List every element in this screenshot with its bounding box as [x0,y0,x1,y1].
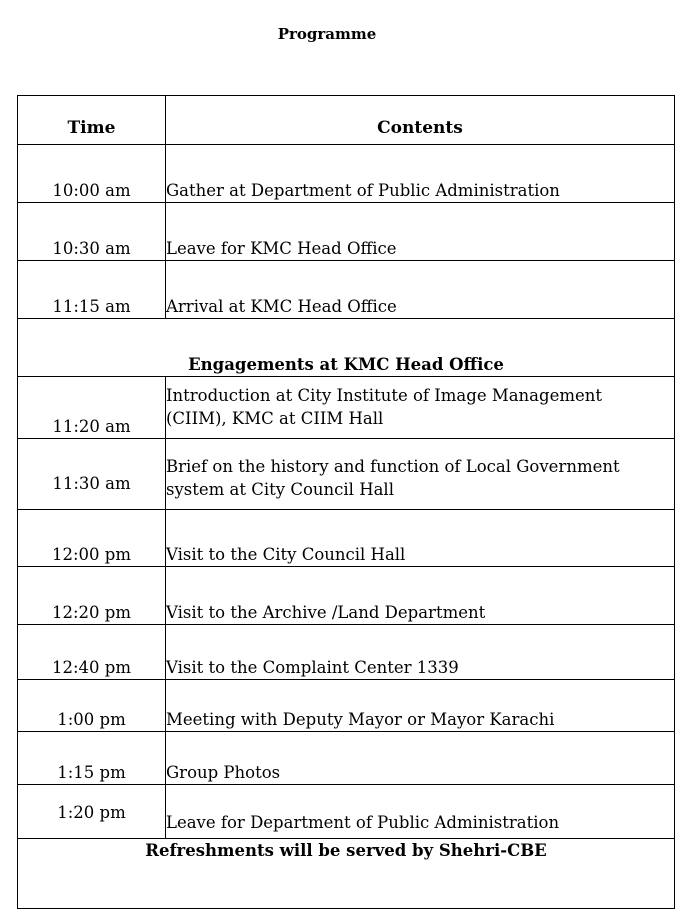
content-cell: Leave for Department of Public Administration [166,785,675,839]
time-cell: 1:20 pm [18,785,166,839]
section-heading: Engagements at KMC Head Office [18,319,675,377]
content-cell: Introduction at City Institute of Image Management (CIIM), KMC at CIIM Hall [166,377,675,439]
time-cell: 11:20 am [18,377,166,439]
content-cell: Visit to the City Council Hall [166,510,675,567]
content-cell: Gather at Department of Public Administration [166,145,675,203]
content-cell: Arrival at KMC Head Office [166,261,675,319]
content-cell: Meeting with Deputy Mayor or Mayor Karachi [166,680,675,732]
time-cell: 12:20 pm [18,567,166,625]
table-row [18,785,675,839]
contents-column-header: Contents [166,96,675,145]
content-cell: Group Photos [166,732,675,785]
table-row [18,625,675,680]
table-row [18,680,675,732]
page-title: Programme [277,25,377,43]
programme-table [17,95,675,909]
time-column-header: Time [18,96,166,145]
time-cell: 10:30 am [18,203,166,261]
table-row [18,510,675,567]
footer-row [18,839,675,909]
time-cell: 12:40 pm [18,625,166,680]
refreshments-note: Refreshments will be served by Shehri-CBE [18,839,675,909]
time-cell: 11:30 am [18,439,166,510]
table-header-row [18,96,675,145]
table-row [18,203,675,261]
time-cell: 1:00 pm [18,680,166,732]
table-row [18,567,675,625]
time-cell: 12:00 pm [18,510,166,567]
table-row [18,145,675,203]
time-cell: 10:00 am [18,145,166,203]
table-row [18,732,675,785]
content-cell: Visit to the Archive /Land Department [166,567,675,625]
section-heading-row [18,319,675,377]
content-cell: Visit to the Complaint Center 1339 [166,625,675,680]
time-cell: 1:15 pm [18,732,166,785]
table-row [18,377,675,439]
content-cell: Leave for KMC Head Office [166,203,675,261]
time-cell: 11:15 am [18,261,166,319]
table-row [18,261,675,319]
content-cell: Brief on the history and function of Local Government system at City Council Hall [166,439,675,510]
table-row [18,439,675,510]
